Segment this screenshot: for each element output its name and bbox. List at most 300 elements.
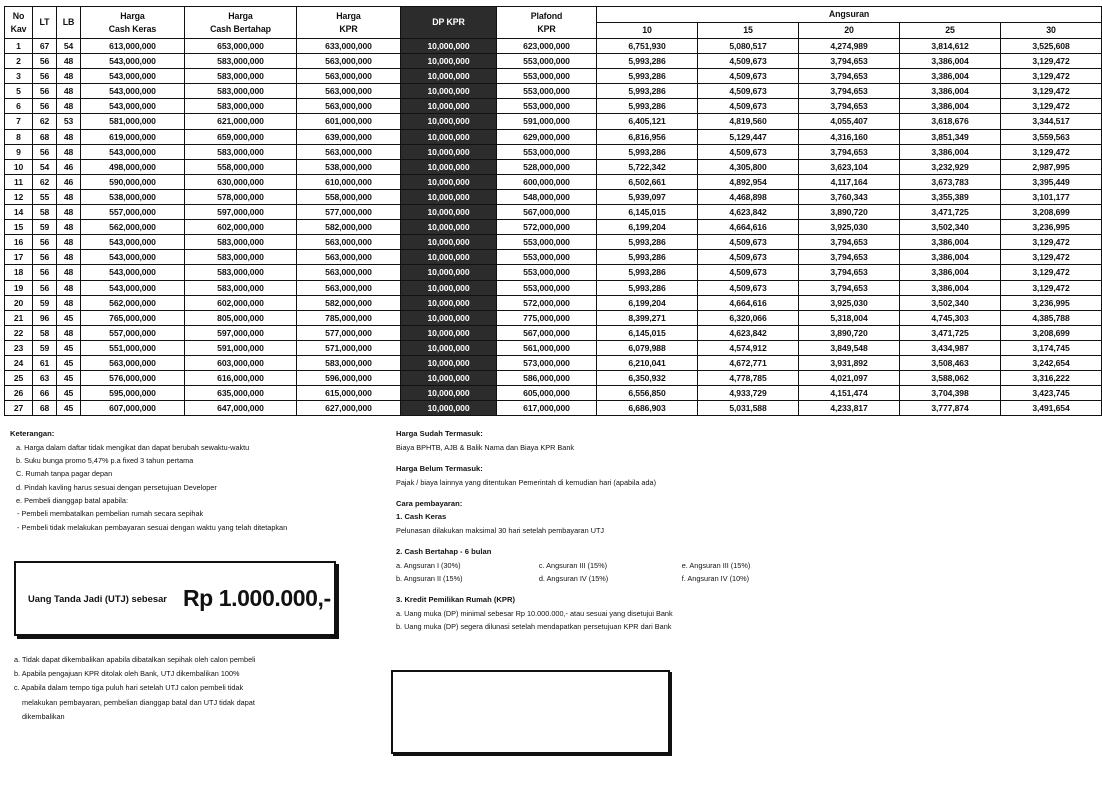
- cell-harga-kpr: 583,000,000: [297, 355, 401, 370]
- cell-lt: 56: [33, 280, 57, 295]
- cell-angsuran-30: 3,316,222: [1001, 371, 1102, 386]
- cell-harga-cash-bertahap: 805,000,000: [185, 310, 297, 325]
- cell-angsuran-30: 3,129,472: [1001, 265, 1102, 280]
- cell-dp-kpr: 10,000,000: [401, 386, 497, 401]
- cell-angsuran-25: 3,508,463: [900, 355, 1001, 370]
- utj-note-c: c. Apabila dalam tempo tiga puluh hari setelah UTJ calon pembeli tidak: [14, 683, 244, 693]
- cell-harga-cash-bertahap: 583,000,000: [185, 99, 297, 114]
- cell-harga-cash-bertahap: 659,000,000: [185, 129, 297, 144]
- cell-angsuran-20: 3,890,720: [799, 205, 900, 220]
- cell-angsuran-30: 3,129,472: [1001, 235, 1102, 250]
- cell-angsuran-30: 3,344,517: [1001, 114, 1102, 129]
- cell-harga-cash-keras: 543,000,000: [81, 69, 185, 84]
- cell-angsuran-25: 3,386,004: [900, 235, 1001, 250]
- utj-note-c-cont-2: dikembalikan: [22, 711, 65, 721]
- table-row: [5, 235, 1102, 250]
- blank-signature-box: [391, 670, 670, 754]
- cell-angsuran-30: 3,129,472: [1001, 144, 1102, 159]
- cell-angsuran-20: 4,055,407: [799, 114, 900, 129]
- cell-angsuran-20: 4,117,164: [799, 174, 900, 189]
- cell-angsuran-15: 4,509,673: [698, 250, 799, 265]
- cell-angsuran-30: 3,423,745: [1001, 386, 1102, 401]
- cell-harga-cash-keras: 576,000,000: [81, 371, 185, 386]
- cell-plafond-kpr: 629,000,000: [497, 129, 597, 144]
- cell-angsuran-15: 4,509,673: [698, 99, 799, 114]
- utj-note-a: a. Tidak dapat dikembalikan apabila dibatalkan sepihak oleh calon pembeli: [14, 655, 256, 664]
- header-angsuran-30: 30: [1001, 23, 1102, 39]
- cell-no-kav: 15: [5, 220, 33, 235]
- table-row: [5, 265, 1102, 280]
- cell-angsuran-10: 5,993,286: [597, 144, 698, 159]
- cell-lb: 48: [57, 129, 81, 144]
- cell-harga-cash-bertahap: 583,000,000: [185, 265, 297, 280]
- table-row: [5, 114, 1102, 129]
- cell-harga-cash-bertahap: 621,000,000: [185, 114, 297, 129]
- table-row: [5, 310, 1102, 325]
- cell-angsuran-30: 3,129,472: [1001, 99, 1102, 114]
- utj-callout-box: [14, 561, 336, 636]
- cell-angsuran-10: 5,993,286: [597, 84, 698, 99]
- table-row: [5, 355, 1102, 370]
- table-row: [5, 250, 1102, 265]
- cell-angsuran-25: 3,232,929: [900, 159, 1001, 174]
- cell-harga-kpr: 582,000,000: [297, 220, 401, 235]
- cell-harga-cash-keras: 619,000,000: [81, 129, 185, 144]
- cell-angsuran-10: 5,993,286: [597, 280, 698, 295]
- cell-angsuran-25: 3,814,612: [900, 39, 1001, 54]
- table-row: [5, 340, 1102, 355]
- cell-harga-cash-bertahap: 591,000,000: [185, 340, 297, 355]
- cell-angsuran-25: 4,745,303: [900, 310, 1001, 325]
- cell-angsuran-15: 4,509,673: [698, 69, 799, 84]
- cell-angsuran-25: 3,386,004: [900, 99, 1001, 114]
- cell-angsuran-20: 3,794,653: [799, 69, 900, 84]
- cell-angsuran-10: 5,993,286: [597, 250, 698, 265]
- cell-lb: 48: [57, 325, 81, 340]
- header-no-kav: [5, 7, 33, 39]
- cell-dp-kpr: 10,000,000: [401, 174, 497, 189]
- cell-harga-cash-keras: 595,000,000: [81, 386, 185, 401]
- cell-harga-cash-keras: 581,000,000: [81, 114, 185, 129]
- cell-lt: 56: [33, 235, 57, 250]
- cell-dp-kpr: 10,000,000: [401, 159, 497, 174]
- header-harga-kpr: [297, 7, 401, 39]
- cell-plafond-kpr: 553,000,000: [497, 265, 597, 280]
- cell-angsuran-20: 3,794,653: [799, 84, 900, 99]
- cell-angsuran-15: 4,574,912: [698, 340, 799, 355]
- cell-harga-cash-bertahap: 616,000,000: [185, 371, 297, 386]
- cell-lt: 59: [33, 295, 57, 310]
- header-harga-cash-bertahap: [185, 7, 297, 39]
- cell-plafond-kpr: 553,000,000: [497, 280, 597, 295]
- cell-lt: 54: [33, 159, 57, 174]
- cell-plafond-kpr: 572,000,000: [497, 220, 597, 235]
- table-header: [5, 7, 1102, 39]
- cell-angsuran-10: 5,939,097: [597, 189, 698, 204]
- table-row: [5, 220, 1102, 235]
- cell-angsuran-25: 3,355,389: [900, 189, 1001, 204]
- harga-sudah-termasuk-title: Harga Sudah Termasuk:: [396, 429, 483, 439]
- cell-angsuran-10: 5,993,286: [597, 235, 698, 250]
- cell-plafond-kpr: 553,000,000: [497, 69, 597, 84]
- cell-angsuran-15: 6,320,066: [698, 310, 799, 325]
- cell-dp-kpr: 10,000,000: [401, 39, 497, 54]
- cell-lt: 59: [33, 220, 57, 235]
- table-row: [5, 371, 1102, 386]
- cell-lt: 96: [33, 310, 57, 325]
- cell-angsuran-15: 4,672,771: [698, 355, 799, 370]
- cell-angsuran-20: 3,794,653: [799, 99, 900, 114]
- cell-angsuran-20: 3,890,720: [799, 325, 900, 340]
- cell-angsuran-15: 4,509,673: [698, 265, 799, 280]
- cell-angsuran-30: 3,395,449: [1001, 174, 1102, 189]
- cell-angsuran-15: 4,623,842: [698, 325, 799, 340]
- cell-no-kav: 22: [5, 325, 33, 340]
- cell-harga-cash-keras: 543,000,000: [81, 144, 185, 159]
- cell-no-kav: 17: [5, 250, 33, 265]
- cell-dp-kpr: 10,000,000: [401, 401, 497, 416]
- table-row: [5, 386, 1102, 401]
- cell-dp-kpr: 10,000,000: [401, 340, 497, 355]
- cell-lt: 56: [33, 54, 57, 69]
- cell-harga-cash-keras: 607,000,000: [81, 401, 185, 416]
- bertahap-item-f: f. Angsuran IV (10%): [681, 574, 750, 584]
- cell-angsuran-20: 4,274,989: [799, 39, 900, 54]
- cell-plafond-kpr: 553,000,000: [497, 84, 597, 99]
- cell-harga-cash-bertahap: 603,000,000: [185, 355, 297, 370]
- cell-harga-cash-keras: 543,000,000: [81, 84, 185, 99]
- utj-note-b: b. Apabila pengajuan KPR ditolak oleh Bank, UTJ dikembalikan 100%: [14, 669, 240, 679]
- cell-angsuran-15: 4,305,800: [698, 159, 799, 174]
- cell-harga-cash-bertahap: 578,000,000: [185, 189, 297, 204]
- cell-harga-cash-keras: 498,000,000: [81, 159, 185, 174]
- cell-angsuran-15: 4,468,898: [698, 189, 799, 204]
- cell-no-kav: 14: [5, 205, 33, 220]
- cell-angsuran-25: 3,618,676: [900, 114, 1001, 129]
- header-no-kav-line2: Kav: [10, 23, 27, 34]
- cell-angsuran-15: 5,031,588: [698, 401, 799, 416]
- cell-harga-kpr: 571,000,000: [297, 340, 401, 355]
- cell-angsuran-10: 6,199,204: [597, 220, 698, 235]
- cell-harga-cash-bertahap: 583,000,000: [185, 280, 297, 295]
- keterangan-item-b: b. Suku bunga promo 5,47% p.a fixed 3 tahun pertama: [16, 456, 194, 466]
- cell-lb: 48: [57, 189, 81, 204]
- cell-angsuran-10: 6,751,930: [597, 39, 698, 54]
- cell-plafond-kpr: 573,000,000: [497, 355, 597, 370]
- cell-lb: 45: [57, 386, 81, 401]
- cell-angsuran-25: 3,502,340: [900, 220, 1001, 235]
- cell-no-kav: 5: [5, 84, 33, 99]
- cell-lt: 63: [33, 371, 57, 386]
- cell-angsuran-15: 4,664,616: [698, 220, 799, 235]
- cash-keras-body: Pelunasan dilakukan maksimal 30 hari setelah pembayaran UTJ: [396, 525, 605, 535]
- cell-lt: 62: [33, 174, 57, 189]
- cell-no-kav: 2: [5, 54, 33, 69]
- cell-lt: 68: [33, 401, 57, 416]
- kpr-item-a: a. Uang muka (DP) minimal sebesar Rp 10.000.000,- atau sesuai yang disetujui Bank: [396, 608, 673, 618]
- cell-no-kav: 26: [5, 386, 33, 401]
- cell-angsuran-25: 3,386,004: [900, 280, 1001, 295]
- cell-angsuran-30: 3,559,563: [1001, 129, 1102, 144]
- cell-harga-cash-keras: 543,000,000: [81, 235, 185, 250]
- table-row: [5, 129, 1102, 144]
- table-body: [5, 39, 1102, 416]
- table-row: [5, 84, 1102, 99]
- table-row: [5, 295, 1102, 310]
- cell-plafond-kpr: 553,000,000: [497, 99, 597, 114]
- bertahap-item-c: c. Angsuran III (15%): [538, 560, 607, 570]
- cell-harga-kpr: 633,000,000: [297, 39, 401, 54]
- cell-harga-kpr: 563,000,000: [297, 250, 401, 265]
- cell-angsuran-15: 4,778,785: [698, 371, 799, 386]
- cell-dp-kpr: 10,000,000: [401, 205, 497, 220]
- cell-angsuran-10: 6,556,850: [597, 386, 698, 401]
- cell-harga-cash-keras: 765,000,000: [81, 310, 185, 325]
- cell-lb: 45: [57, 371, 81, 386]
- cell-angsuran-30: 3,129,472: [1001, 54, 1102, 69]
- cell-angsuran-30: 3,208,699: [1001, 205, 1102, 220]
- cell-harga-kpr: 601,000,000: [297, 114, 401, 129]
- cell-angsuran-15: 4,509,673: [698, 235, 799, 250]
- cell-angsuran-30: 3,101,177: [1001, 189, 1102, 204]
- cell-no-kav: 20: [5, 295, 33, 310]
- cell-plafond-kpr: 553,000,000: [497, 235, 597, 250]
- cell-harga-cash-bertahap: 583,000,000: [185, 54, 297, 69]
- harga-sudah-termasuk-body: Biaya BPHTB, AJB & Balik Nama dan Biaya KPR Bank: [396, 442, 575, 452]
- cell-angsuran-30: 3,236,995: [1001, 220, 1102, 235]
- header-angsuran-15: 15: [698, 23, 799, 39]
- cell-angsuran-15: 4,819,560: [698, 114, 799, 129]
- cell-harga-kpr: 558,000,000: [297, 189, 401, 204]
- bertahap-col-1: [396, 561, 539, 588]
- bertahap-columns: [396, 561, 796, 588]
- cell-angsuran-15: 4,623,842: [698, 205, 799, 220]
- header-lb: LB: [57, 7, 81, 39]
- cell-no-kav: 16: [5, 235, 33, 250]
- utj-note-c-cont-1: melakukan pembayaran, pembelian dianggap batal dan UTJ tidak dapat: [22, 697, 255, 707]
- cell-lt: 68: [33, 129, 57, 144]
- cell-angsuran-10: 5,993,286: [597, 99, 698, 114]
- cell-plafond-kpr: 553,000,000: [497, 54, 597, 69]
- cell-angsuran-10: 6,079,988: [597, 340, 698, 355]
- cell-angsuran-20: 3,925,030: [799, 220, 900, 235]
- cell-angsuran-25: 3,386,004: [900, 54, 1001, 69]
- cell-angsuran-20: 3,794,653: [799, 54, 900, 69]
- cell-lt: 59: [33, 340, 57, 355]
- cash-bertahap-title: 2. Cash Bertahap - 6 bulan: [396, 547, 492, 557]
- cell-plafond-kpr: 561,000,000: [497, 340, 597, 355]
- cell-plafond-kpr: 586,000,000: [497, 371, 597, 386]
- cell-angsuran-30: 3,174,745: [1001, 340, 1102, 355]
- cell-dp-kpr: 10,000,000: [401, 295, 497, 310]
- cell-harga-kpr: 627,000,000: [297, 401, 401, 416]
- cell-angsuran-20: 5,318,004: [799, 310, 900, 325]
- cell-harga-cash-bertahap: 558,000,000: [185, 159, 297, 174]
- bertahap-item-d: d. Angsuran IV (15%): [538, 574, 609, 584]
- cell-plafond-kpr: 567,000,000: [497, 325, 597, 340]
- table-row: [5, 205, 1102, 220]
- cell-angsuran-10: 6,816,956: [597, 129, 698, 144]
- header-no-kav-line1: No: [12, 10, 25, 21]
- cell-lb: 45: [57, 340, 81, 355]
- cell-angsuran-20: 3,794,653: [799, 235, 900, 250]
- cell-lb: 48: [57, 205, 81, 220]
- cell-dp-kpr: 10,000,000: [401, 265, 497, 280]
- cell-harga-cash-bertahap: 635,000,000: [185, 386, 297, 401]
- cell-no-kav: 21: [5, 310, 33, 325]
- table-row: [5, 325, 1102, 340]
- price-table: [4, 6, 1102, 416]
- header-lt: LT: [33, 7, 57, 39]
- cell-plafond-kpr: 572,000,000: [497, 295, 597, 310]
- cell-harga-cash-bertahap: 653,000,000: [185, 39, 297, 54]
- cell-angsuran-25: 3,851,349: [900, 129, 1001, 144]
- table-row: [5, 54, 1102, 69]
- header-row-1: [5, 7, 1102, 23]
- cell-dp-kpr: 10,000,000: [401, 84, 497, 99]
- cell-angsuran-15: 4,509,673: [698, 280, 799, 295]
- kpr-item-b: b. Uang muka (DP) segera dilunasi setelah mendapatkan persetujuan KPR dari Bank: [396, 622, 672, 632]
- cell-harga-kpr: 563,000,000: [297, 235, 401, 250]
- cell-angsuran-20: 3,760,343: [799, 189, 900, 204]
- cell-lb: 48: [57, 84, 81, 99]
- cell-dp-kpr: 10,000,000: [401, 54, 497, 69]
- table-row: [5, 189, 1102, 204]
- cell-angsuran-20: 4,021,097: [799, 371, 900, 386]
- cell-lt: 55: [33, 189, 57, 204]
- header-harga-kpr-line2: KPR: [339, 23, 358, 34]
- cell-lb: 54: [57, 39, 81, 54]
- table-row: [5, 401, 1102, 416]
- cell-angsuran-20: 3,931,892: [799, 355, 900, 370]
- cell-no-kav: 6: [5, 99, 33, 114]
- cell-harga-cash-bertahap: 647,000,000: [185, 401, 297, 416]
- cell-no-kav: 27: [5, 401, 33, 416]
- cell-plafond-kpr: 775,000,000: [497, 310, 597, 325]
- cell-harga-kpr: 577,000,000: [297, 325, 401, 340]
- cell-angsuran-25: 3,502,340: [900, 295, 1001, 310]
- cell-dp-kpr: 10,000,000: [401, 371, 497, 386]
- cell-angsuran-30: 3,129,472: [1001, 84, 1102, 99]
- cell-lt: 61: [33, 355, 57, 370]
- cell-harga-kpr: 563,000,000: [297, 54, 401, 69]
- cell-angsuran-10: 6,405,121: [597, 114, 698, 129]
- cell-angsuran-30: 3,236,995: [1001, 295, 1102, 310]
- header-dp-kpr: DP KPR: [401, 7, 497, 39]
- cell-lb: 48: [57, 265, 81, 280]
- cell-lb: 48: [57, 280, 81, 295]
- table-row: [5, 280, 1102, 295]
- keterangan-subitem-1: - Pembeli membatalkan pembelian rumah secara sepihak: [17, 509, 204, 519]
- cell-plafond-kpr: 617,000,000: [497, 401, 597, 416]
- cell-no-kav: 8: [5, 129, 33, 144]
- keterangan-item-d: d. Pindah kavling harus sesuai dengan persetujuan Developer: [16, 482, 217, 492]
- cell-harga-kpr: 785,000,000: [297, 310, 401, 325]
- table-row: [5, 159, 1102, 174]
- cell-angsuran-30: 3,129,472: [1001, 280, 1102, 295]
- header-harga-cash-keras-line2: Cash Keras: [108, 23, 157, 34]
- cell-angsuran-25: 3,386,004: [900, 84, 1001, 99]
- cell-harga-cash-keras: 557,000,000: [81, 325, 185, 340]
- cell-angsuran-10: 5,993,286: [597, 265, 698, 280]
- cell-dp-kpr: 10,000,000: [401, 250, 497, 265]
- cell-lb: 45: [57, 401, 81, 416]
- cell-lt: 58: [33, 325, 57, 340]
- cell-harga-cash-keras: 557,000,000: [81, 205, 185, 220]
- cell-dp-kpr: 10,000,000: [401, 114, 497, 129]
- spacer-3: [396, 539, 796, 547]
- cell-harga-kpr: 615,000,000: [297, 386, 401, 401]
- kpr-title: 3. Kredit Pemilikan Rumah (KPR): [396, 595, 515, 605]
- cell-plafond-kpr: 548,000,000: [497, 189, 597, 204]
- cell-harga-cash-keras: 543,000,000: [81, 265, 185, 280]
- cell-plafond-kpr: 567,000,000: [497, 205, 597, 220]
- cell-dp-kpr: 10,000,000: [401, 144, 497, 159]
- cell-angsuran-20: 3,794,653: [799, 265, 900, 280]
- cell-angsuran-10: 6,145,015: [597, 325, 698, 340]
- cell-no-kav: 12: [5, 189, 33, 204]
- cell-angsuran-20: 3,849,548: [799, 340, 900, 355]
- keterangan-item-c: C. Rumah tanpa pagar depan: [16, 469, 113, 479]
- cell-angsuran-15: 4,664,616: [698, 295, 799, 310]
- cell-angsuran-20: 3,623,104: [799, 159, 900, 174]
- cell-angsuran-25: 3,777,874: [900, 401, 1001, 416]
- cell-no-kav: 25: [5, 371, 33, 386]
- harga-belum-termasuk-title: Harga Belum Termasuk:: [396, 464, 483, 474]
- cell-no-kav: 11: [5, 174, 33, 189]
- cell-lt: 56: [33, 69, 57, 84]
- cell-angsuran-20: 3,794,653: [799, 144, 900, 159]
- cell-angsuran-25: 3,386,004: [900, 265, 1001, 280]
- cell-lt: 66: [33, 386, 57, 401]
- cell-lb: 45: [57, 310, 81, 325]
- cell-no-kav: 3: [5, 69, 33, 84]
- cell-angsuran-15: 4,509,673: [698, 144, 799, 159]
- spacer-4: [396, 587, 796, 595]
- harga-belum-termasuk-body: Pajak / biaya lainnya yang ditentukan Pemerintah di kemudian hari (apabila ada): [396, 477, 657, 487]
- cell-dp-kpr: 10,000,000: [401, 99, 497, 114]
- cell-lb: 48: [57, 220, 81, 235]
- bertahap-item-a: a. Angsuran I (30%): [396, 560, 461, 570]
- utj-notes-block: [8, 655, 378, 726]
- cell-angsuran-30: 3,129,472: [1001, 250, 1102, 265]
- cell-harga-cash-keras: 562,000,000: [81, 220, 185, 235]
- cell-harga-kpr: 610,000,000: [297, 174, 401, 189]
- cell-harga-cash-bertahap: 597,000,000: [185, 325, 297, 340]
- cell-angsuran-10: 5,993,286: [597, 69, 698, 84]
- cell-harga-kpr: 538,000,000: [297, 159, 401, 174]
- table-row: [5, 99, 1102, 114]
- cell-plafond-kpr: 600,000,000: [497, 174, 597, 189]
- header-plafond-kpr: [497, 7, 597, 39]
- bertahap-item-e: e. Angsuran III (15%): [681, 560, 751, 570]
- cell-angsuran-30: 3,242,654: [1001, 355, 1102, 370]
- cell-harga-kpr: 563,000,000: [297, 280, 401, 295]
- cell-dp-kpr: 10,000,000: [401, 189, 497, 204]
- cell-angsuran-15: 4,892,954: [698, 174, 799, 189]
- cell-angsuran-20: 4,233,817: [799, 401, 900, 416]
- cell-dp-kpr: 10,000,000: [401, 220, 497, 235]
- cell-no-kav: 23: [5, 340, 33, 355]
- cell-no-kav: 18: [5, 265, 33, 280]
- cell-lb: 48: [57, 295, 81, 310]
- cell-lb: 48: [57, 235, 81, 250]
- cell-angsuran-15: 4,509,673: [698, 84, 799, 99]
- cell-harga-cash-bertahap: 583,000,000: [185, 144, 297, 159]
- header-angsuran-25: 25: [900, 23, 1001, 39]
- cell-harga-cash-keras: 563,000,000: [81, 355, 185, 370]
- cell-harga-cash-keras: 613,000,000: [81, 39, 185, 54]
